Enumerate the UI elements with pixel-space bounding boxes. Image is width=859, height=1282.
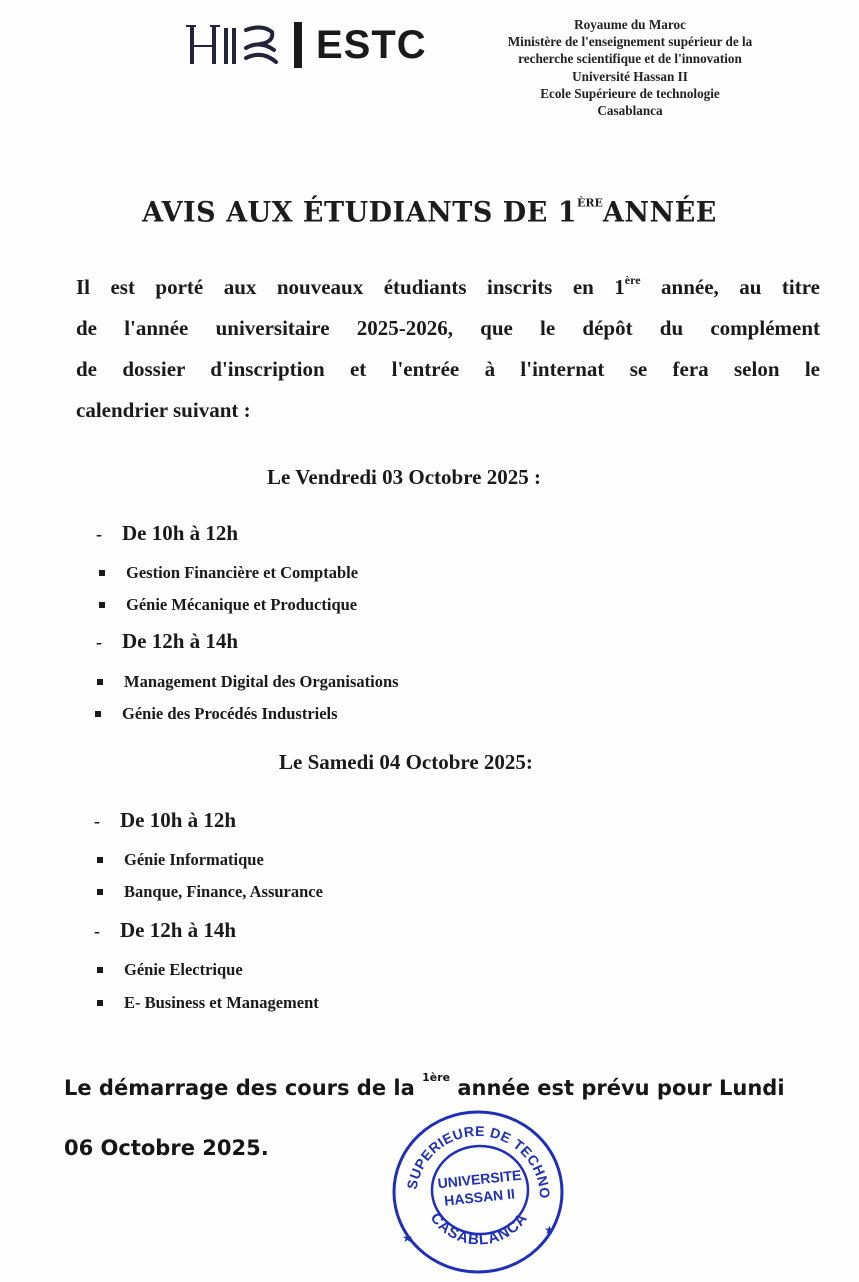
institution-line: Royaume du Maroc xyxy=(574,17,686,32)
institution-header xyxy=(470,16,790,119)
bullet-icon xyxy=(97,1000,103,1006)
notice-title xyxy=(0,196,859,229)
program-item xyxy=(95,882,323,902)
intro-line: de l'année universitaire 2025-2026, que le dépôt du complément xyxy=(76,316,820,340)
time-slot xyxy=(94,808,236,833)
intro-text: année, au titre xyxy=(640,275,820,299)
intro-paragraph xyxy=(76,267,820,431)
dash-marker: - xyxy=(94,811,100,831)
program-name: Gestion Financière et Comptable xyxy=(126,563,359,582)
dash-marker: - xyxy=(96,524,102,544)
program-name: Génie Electrique xyxy=(124,960,243,979)
stamp-star-icon: ★ xyxy=(544,1223,555,1237)
schedule-day-heading: Le Vendredi 03 Octobre 2025 : xyxy=(267,465,541,489)
institution-line: Casablanca xyxy=(597,103,663,119)
time-slot xyxy=(94,918,236,943)
stamp-seal-icon xyxy=(388,1102,568,1277)
intro-line xyxy=(76,267,820,308)
university-hassan-ii-logo-icon xyxy=(186,20,282,70)
intro-text: Il est porté aux nouveaux étudiants inscrits en 1 xyxy=(76,275,625,299)
logo-divider xyxy=(294,22,302,68)
program-name: Génie des Procédés Industriels xyxy=(122,704,338,723)
intro-superscript: ère xyxy=(624,273,641,287)
program-item xyxy=(97,595,357,615)
dash-marker: - xyxy=(94,921,100,941)
institution-line: recherche scientifique et de l'innovation xyxy=(518,51,742,67)
bullet-icon xyxy=(97,967,103,973)
title-text: AVIS AUX ÉTUDIANTS DE 1 xyxy=(142,196,577,229)
stamp-inner-line-2: HASSAN II xyxy=(443,1185,516,1209)
footer-line: 06 Octobre 2025. xyxy=(64,1136,269,1160)
program-name: Génie Informatique xyxy=(124,850,264,869)
logo-text: ESTC xyxy=(316,22,427,67)
time-slot-label: De 12h à 14h xyxy=(122,629,239,653)
program-item xyxy=(95,993,319,1013)
schedule-day-heading: Le Samedi 04 Octobre 2025: xyxy=(279,750,533,774)
time-slot-label: De 10h à 12h xyxy=(122,521,239,545)
title-superscript: ÈRE xyxy=(576,196,603,210)
institution-line: Ecole Supérieure de technologie xyxy=(540,85,720,101)
time-slot-label: De 12h à 14h xyxy=(120,918,237,942)
estc-logo xyxy=(186,20,427,70)
footer-text: Le démarrage des cours de la xyxy=(64,1076,423,1100)
stamp-outer-top-text: SUPERIEURE DE TECHNO xyxy=(403,1122,554,1200)
program-name: E- Business et Management xyxy=(124,993,319,1012)
bullet-icon xyxy=(99,602,105,608)
official-stamp xyxy=(388,1102,568,1277)
footer-text: année est prévu pour Lundi xyxy=(450,1076,785,1100)
stamp-outer-bottom-text: CASABLANCA xyxy=(426,1209,532,1249)
time-slot xyxy=(96,521,238,546)
bullet-icon xyxy=(99,570,105,576)
intro-line: calendrier suivant : xyxy=(76,398,251,422)
dash-marker: - xyxy=(96,632,102,652)
program-name: Génie Mécanique et Productique xyxy=(126,595,358,614)
bullet-icon xyxy=(95,711,101,717)
footer-superscript: 1ère xyxy=(422,1071,451,1084)
stamp-inner-line-1: UNIVERSITE xyxy=(436,1166,523,1192)
intro-line: de dossier d'inscription et l'entrée à l'internat se fera selon le xyxy=(76,357,820,381)
program-name: Banque, Finance, Assurance xyxy=(124,882,323,901)
program-item xyxy=(93,704,338,724)
stamp-star-icon: ★ xyxy=(402,1231,413,1245)
institution-line: Ministère de l'enseignement supérieur de la xyxy=(507,34,753,50)
program-item xyxy=(95,850,264,870)
bullet-icon xyxy=(97,889,103,895)
program-name: Management Digital des Organisations xyxy=(124,672,399,691)
time-slot xyxy=(96,629,238,654)
program-item xyxy=(95,672,399,692)
bullet-icon xyxy=(97,679,103,685)
title-text-end: ANNÉE xyxy=(602,196,717,229)
bullet-icon xyxy=(97,857,103,863)
institution-line: Université Hassan II xyxy=(572,68,688,84)
program-item xyxy=(95,960,243,980)
program-item xyxy=(97,563,358,583)
svg-text:CASABLANCA xyxy=(427,1210,532,1249)
time-slot-label: De 10h à 12h xyxy=(120,808,237,832)
